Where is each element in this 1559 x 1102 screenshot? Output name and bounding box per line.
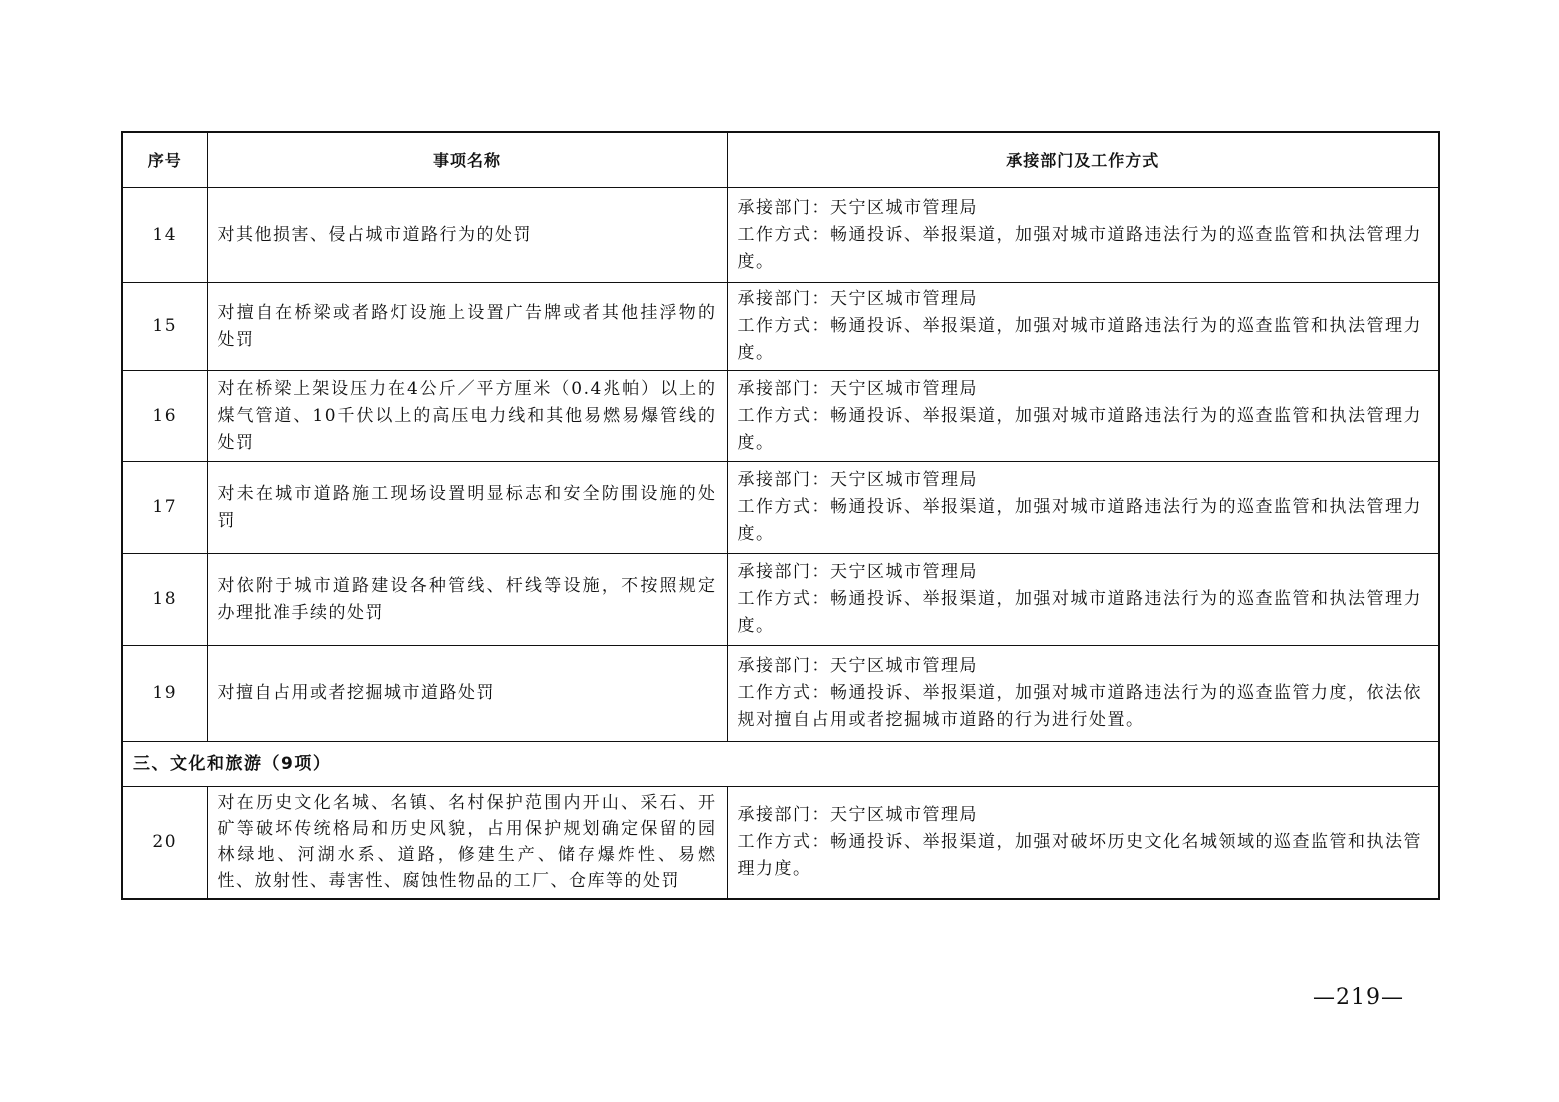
dept-line: 承接部门：天宁区城市管理局 [737, 197, 978, 218]
row-number: 19 [122, 646, 207, 742]
row-number: 14 [122, 188, 207, 283]
row-number: 20 [122, 787, 207, 899]
matter-name: 对未在城市道路施工现场设置明显标志和安全防围设施的处罚 [207, 462, 727, 554]
method-text: 工作方式：畅通投诉、举报渠道，加强对城市道路违法行为的巡查监管力度，依法依规对擅自占用或者挖掘城市道路的行为进行处置。 [737, 683, 1422, 730]
matter-name: 对在历史文化名城、名镇、名村保护范围内开山、采石、开矿等破坏传统格局和历史风貌，占用保护规划确定保留的园林绿地、河湖水系、道路，修建生产、储存爆炸性、易燃性、放射性、毒害性、腐蚀性物品的工厂、仓库等的处罚 [207, 787, 727, 899]
method-text: 工作方式：畅通投诉、举报渠道，加强对城市道路违法行为的巡查监管和执法管理力度。 [737, 405, 1422, 453]
table-row [122, 646, 1439, 742]
method-cell [727, 787, 1439, 899]
header-name: 事项名称 [207, 132, 727, 188]
row-number: 18 [122, 554, 207, 646]
method-text: 工作方式：畅通投诉、举报渠道，加强对城市道路违法行为的巡查监管和执法管理力度。 [737, 224, 1422, 272]
dept-line: 承接部门：天宁区城市管理局 [737, 562, 978, 582]
method-text: 工作方式：畅通投诉、举报渠道，加强对城市道路违法行为的巡查监管和执法管理力度。 [737, 316, 1422, 363]
row-number: 16 [122, 371, 207, 462]
header-method: 承接部门及工作方式 [727, 132, 1439, 188]
dept-line: 承接部门：天宁区城市管理局 [737, 378, 978, 399]
method-cell [727, 283, 1439, 371]
method-text: 工作方式：畅通投诉、举报渠道，加强对城市道路违法行为的巡查监管和执法管理力度。 [737, 497, 1422, 544]
matter-name: 对擅自在桥梁或者路灯设施上设置广告牌或者其他挂浮物的处罚 [207, 283, 727, 371]
table-row [122, 371, 1439, 462]
matters-table [121, 131, 1440, 900]
matter-name: 对其他损害、侵占城市道路行为的处罚 [207, 188, 727, 283]
header-no: 序号 [122, 132, 207, 188]
table-row [122, 462, 1439, 554]
section-row [122, 742, 1439, 787]
table-row [122, 283, 1439, 371]
method-cell [727, 371, 1439, 462]
method-cell [727, 188, 1439, 283]
matter-name: 对擅自占用或者挖掘城市道路处罚 [207, 646, 727, 742]
method-cell [727, 462, 1439, 554]
dept-line: 承接部门：天宁区城市管理局 [737, 470, 978, 490]
dept-line: 承接部门：天宁区城市管理局 [737, 804, 978, 825]
table-header-row [122, 132, 1439, 188]
dept-line: 承接部门：天宁区城市管理局 [737, 289, 978, 309]
matter-name: 对在桥梁上架设压力在4公斤／平方厘米（0.4兆帕）以上的煤气管道、10千伏以上的高压电力线和其他易燃易爆管线的处罚 [207, 371, 727, 462]
method-text: 工作方式：畅通投诉、举报渠道，加强对城市道路违法行为的巡查监管和执法管理力度。 [737, 589, 1422, 636]
table-row [122, 188, 1439, 283]
page-number: —219— [1313, 985, 1404, 1010]
method-text: 工作方式：畅通投诉、举报渠道，加强对破坏历史文化名城领域的巡查监管和执法管理力度。 [737, 831, 1422, 879]
section-title: 三、文化和旅游（9项） [122, 742, 1439, 787]
table-row [122, 787, 1439, 899]
method-cell [727, 554, 1439, 646]
dept-line: 承接部门：天宁区城市管理局 [737, 656, 978, 676]
matter-name: 对依附于城市道路建设各种管线、杆线等设施，不按照规定办理批准手续的处罚 [207, 554, 727, 646]
table-row [122, 554, 1439, 646]
method-cell [727, 646, 1439, 742]
row-number: 15 [122, 283, 207, 371]
row-number: 17 [122, 462, 207, 554]
